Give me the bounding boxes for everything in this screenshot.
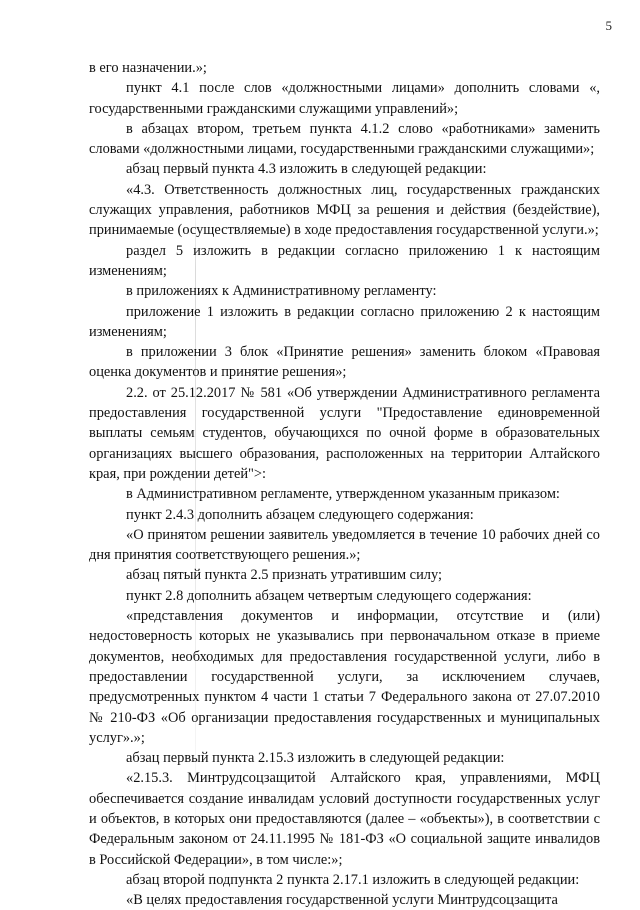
paragraph: 2.2. от 25.12.2017 № 581 «Об утверждении Административного регламента предоставления государственной услуги "Предоставление единовременной выплаты семьям студентов, обучающихся по очной форме в образовательных организациях высшего образования, расположенных на территории Алтайского края, при рождении детей">: [89, 384, 600, 482]
paragraph: абзац второй подпункта 2 пункта 2.17.1 изложить в следующей редакции: [126, 871, 580, 888]
page-number: 5 [605, 18, 612, 33]
paragraph: «представления документов и информации, отсутствие и (или) недостоверность которых не указывались при первоначальном отказе в приеме документов, необходимых для предоставления государственной услуги, либо в предоставлении государственной услуги, за исключением случаев, предусмотренных пунктом 4 части 1 статьи 7 Федерального закона от 27.07.2010 № 210-ФЗ «Об организации предоставления государственных и муниципальных услуг».»; [89, 608, 600, 746]
paragraph: в приложениях к Административному регламенту: [126, 283, 437, 300]
paragraph: абзац первый пункта 4.3 изложить в следующей редакции: [126, 161, 487, 178]
document-body [89, 58, 600, 910]
paragraph: пункт 4.1 после слов «должностными лицами» дополнить словами «, государственными гражданскими служащими управлений»; [89, 80, 600, 117]
paragraph: пункт 2.4.3 дополнить абзацем следующего содержания: [126, 506, 474, 523]
paragraph: в приложении 3 блок «Принятие решения» заменить блоком «Правовая оценка документов и принятие решения»; [89, 344, 600, 381]
paragraph: приложение 1 изложить в редакции согласно приложению 2 к настоящим изменениям; [89, 303, 600, 340]
paragraph: пункт 2.8 дополнить абзацем четвертым следующего содержания: [126, 587, 532, 604]
paragraph: в его назначении.»; [89, 60, 207, 76]
paragraph: абзац первый пункта 2.15.3 изложить в следующей редакции: [126, 750, 505, 767]
paragraph: раздел 5 изложить в редакции согласно приложению 1 к настоящим изменениям; [89, 242, 600, 279]
paragraph: «В целях предоставления государственной услуги Минтрудсоцзащита [126, 892, 558, 909]
paragraph: «2.15.3. Минтрудсоцзащитой Алтайского края, управлениями, МФЦ обеспечивается создание инвалидам условий доступности государственных услуг и объектов, в которых они предоставляются (далее – «объекты»), в соответствии с Федеральным законом от 24.11.1995 № 181-ФЗ «О социальной защите инвалидов в Российской Федерации», в том числе:»; [89, 770, 600, 868]
paragraph: «4.3. Ответственность должностных лиц, государственных гражданских служащих управления, работников МФЦ за решения и действия (бездействие), принимаемые (осуществляемые) в ходе предоставления государственной услуги.»; [89, 181, 600, 239]
paragraph: абзац пятый пункта 2.5 признать утратившим силу; [126, 567, 442, 584]
paragraph: в Административном регламенте, утвержденном указанным приказом: [126, 486, 560, 503]
paragraph: «О принятом решении заявитель уведомляется в течение 10 рабочих дней со дня принятия соответствующего решения.»; [89, 526, 600, 564]
paragraph: в абзацах втором, третьем пункта 4.1.2 слово «работниками» заменить словами «должностными лицами, государственными гражданскими служащими»; [89, 120, 600, 158]
